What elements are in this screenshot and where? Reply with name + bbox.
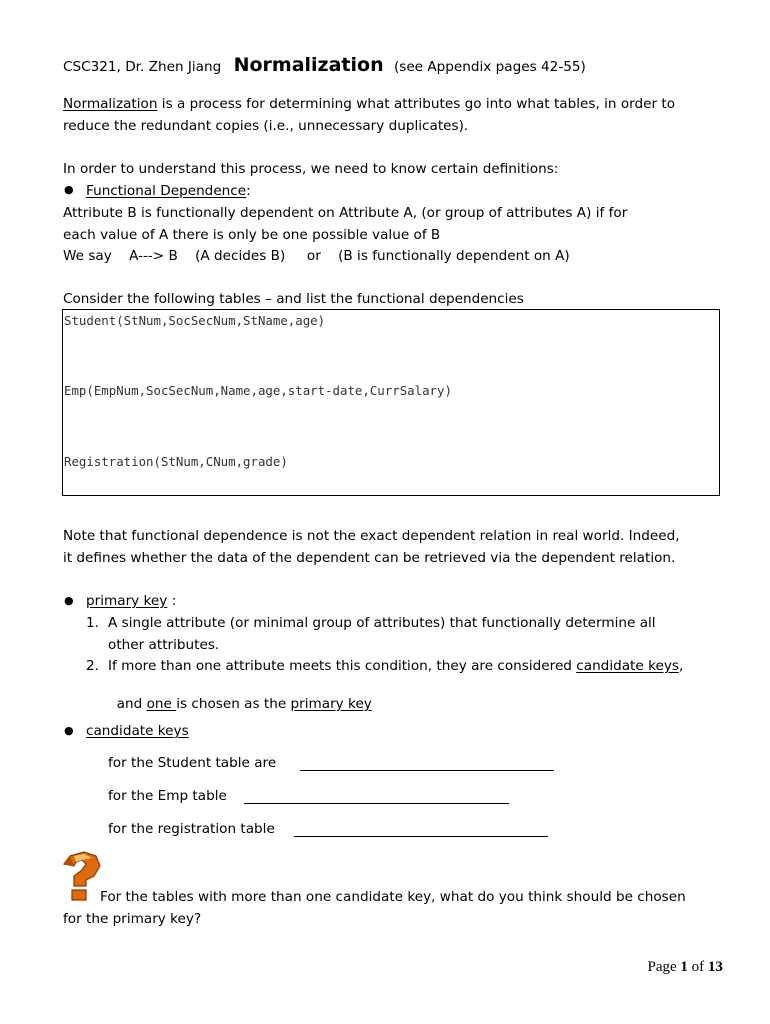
- fd-line-1: Attribute B is functionally dependent on Attribute A, (or group of attributes A) if for: [63, 205, 628, 221]
- question-line-1: For the tables with more than one candidate key, what do you think should be chosen: [100, 889, 686, 905]
- fd-label: Functional Dependence: [86, 183, 247, 199]
- bullet-icon: ●: [64, 183, 74, 196]
- primary-key-term: primary key: [290, 696, 372, 712]
- intro-line-2: reduce the redundant copies (i.e., unnecessary duplicates).: [63, 118, 469, 134]
- ck-student-blank[interactable]: [300, 756, 554, 771]
- tables-lead: Consider the following tables – and list the functional dependencies: [63, 291, 524, 307]
- fd-colon: :: [246, 183, 251, 199]
- ck-registration-text: for the registration table: [108, 821, 275, 837]
- ck-emp-text: for the Emp table: [108, 788, 227, 804]
- primary-key-colon: :: [167, 593, 177, 609]
- fd-heading: [86, 183, 251, 199]
- ck-student-text: for the Student table are: [108, 755, 277, 771]
- question-line-2: for the primary key?: [63, 911, 202, 927]
- registration-schema: Registration(StNum,CNum,grade): [64, 454, 288, 469]
- intro-line-1: [63, 96, 675, 112]
- intro-text: is a process for determining what attributes go into what tables, in order to: [157, 96, 676, 112]
- note-line-1: Note that functional dependence is not the exact dependent relation in real world. Indeed,: [63, 528, 680, 544]
- header-prefix: CSC321, Dr. Zhen Jiang: [63, 59, 222, 75]
- pk-item-2-comma: ,: [678, 658, 684, 674]
- pk-item-1-num: 1.: [86, 615, 99, 631]
- header-suffix: (see Appendix pages 42-55): [393, 59, 586, 75]
- fd-line-3: We say A---> B (A decides B) or (B is functionally dependent on A): [63, 248, 570, 264]
- page-number: [640, 942, 723, 976]
- page-current: 1: [680, 959, 688, 975]
- fd-line-2: each value of A there is only be one possible value of B: [63, 227, 441, 243]
- pk-item-2-line-1: [108, 658, 683, 674]
- question-mark-icon: [60, 850, 102, 902]
- bullet-icon: ●: [64, 724, 74, 737]
- page-title: Normalization: [233, 54, 384, 76]
- student-schema: Student(StNum,SocSecNum,StName,age): [64, 313, 326, 328]
- emp-schema: Emp(EmpNum,SocSecNum,Name,age,start-date,CurrSalary): [64, 383, 452, 398]
- pk-item-2-mid: is chosen as the: [176, 696, 291, 712]
- primary-key-heading: [86, 593, 176, 609]
- ck-emp-blank[interactable]: [244, 789, 509, 804]
- pk-item-2-num: 2.: [86, 658, 99, 674]
- of-word: of: [687, 959, 708, 975]
- pk-item-2-line-2: [108, 680, 372, 712]
- definitions-lead: In order to understand this process, we need to know certain definitions:: [63, 161, 559, 177]
- candidate-keys-label: candidate keys: [86, 723, 189, 739]
- pk-item-1-line-1: A single attribute (or minimal group of attributes) that functionally determine all: [108, 615, 656, 631]
- page-header: [63, 54, 586, 76]
- pk-item-2-text: If more than one attribute meets this condition, they are considered: [108, 658, 577, 674]
- bullet-icon: ●: [64, 594, 74, 607]
- schema-box: [62, 309, 720, 496]
- ck-student-line: [108, 755, 276, 771]
- pk-item-2-and: and: [116, 696, 147, 712]
- pk-item-1-line-2: other attributes.: [108, 637, 220, 653]
- candidate-keys-term: candidate keys: [576, 658, 679, 674]
- normalization-term: Normalization: [63, 96, 158, 112]
- ck-registration-blank[interactable]: [294, 822, 548, 837]
- ck-registration-line: [108, 821, 275, 837]
- ck-emp-line: [108, 788, 227, 804]
- one-term: one: [146, 696, 177, 712]
- page-word: Page: [647, 959, 681, 975]
- page-total: 13: [707, 959, 723, 975]
- primary-key-label: primary key: [86, 593, 168, 609]
- note-line-2: it defines whether the data of the dependent can be retrieved via the dependent relation.: [63, 550, 676, 566]
